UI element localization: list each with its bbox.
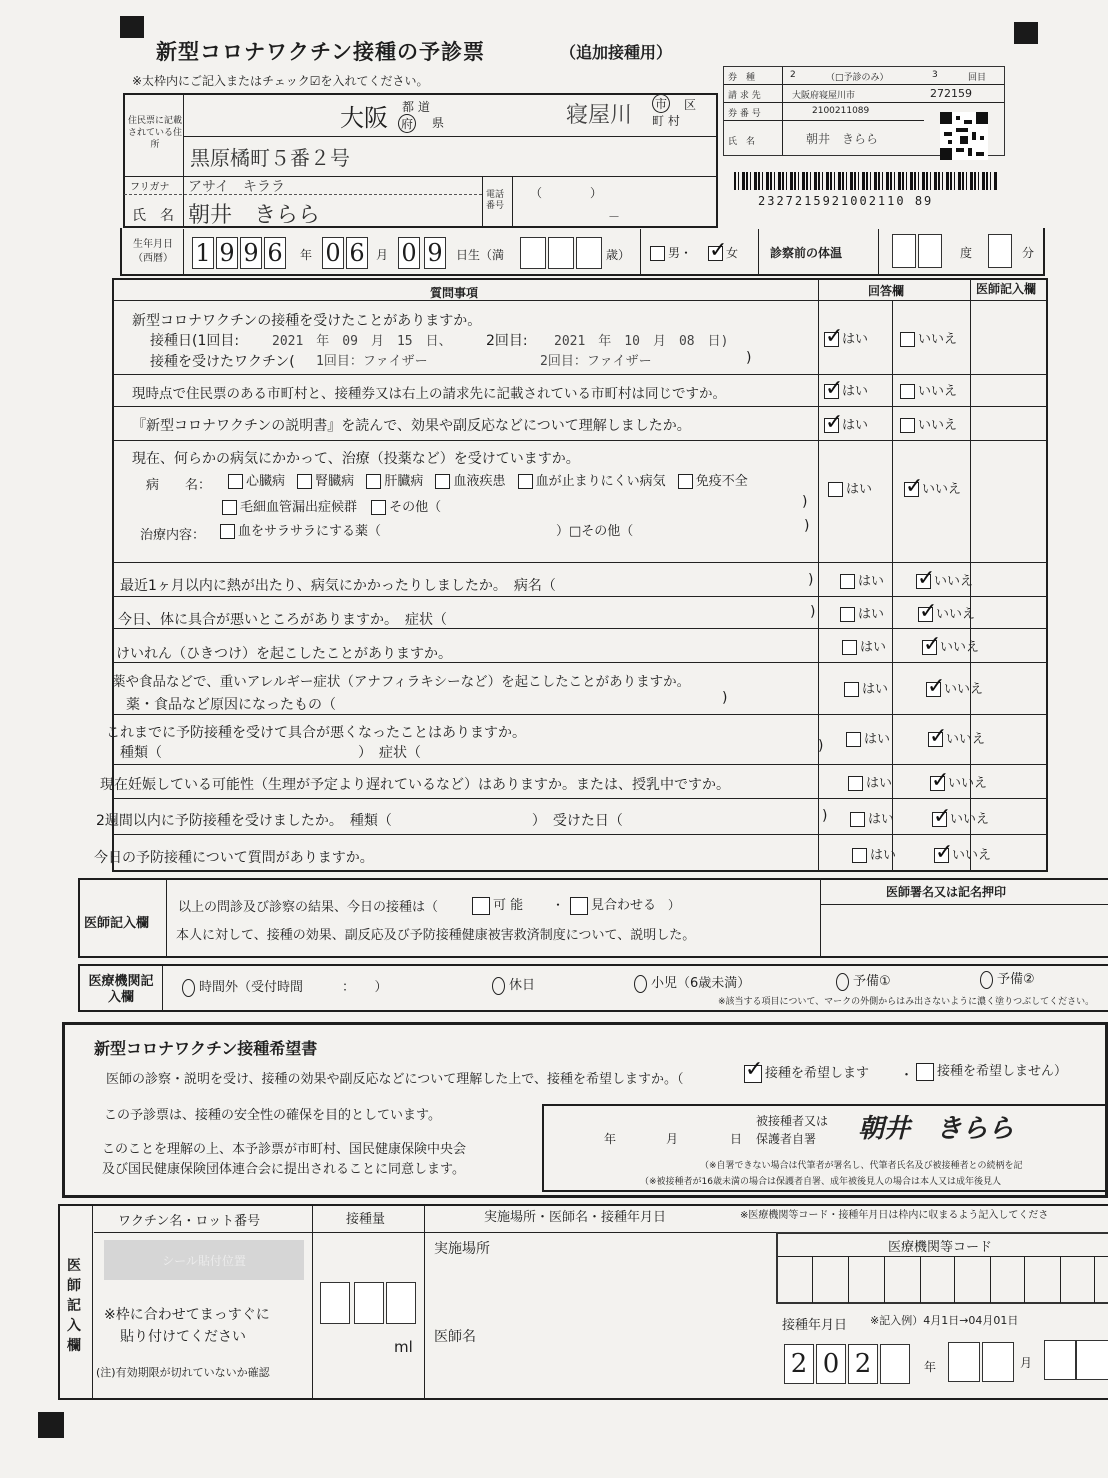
ticket-kind-value: 2 [790, 70, 796, 80]
facility-opt-holiday[interactable]: 休日 [492, 974, 535, 995]
disease-liver[interactable]: 肝臓病 [366, 474, 423, 489]
phone-paren: （ ） [530, 186, 603, 200]
temp-unit-minute: 分 [1022, 246, 1035, 260]
doctor-option-sep: ・ [552, 898, 565, 912]
phone-dash: － [608, 210, 621, 224]
q9b-text: 種類（ ） 症状（ [120, 745, 421, 761]
furigana-label: フリガナ [130, 182, 170, 193]
female-checkbox[interactable] [708, 246, 723, 261]
q1-vaccine1: 1回目：ファイザー [316, 354, 428, 369]
header-doctor: 医師記入欄 [976, 282, 1037, 296]
q4-yes[interactable]: はい [828, 478, 872, 497]
sticker-note-2: 貼り付けてください [120, 1329, 246, 1345]
doctor-ok-checkbox[interactable] [472, 897, 490, 915]
qr-code [940, 112, 988, 160]
birth-day-digit-1[interactable]: 0 [398, 237, 420, 269]
q5-text: 最近1ヶ月以内に熱が出たり、病気にかかったりしましたか。 病名（ [120, 578, 556, 594]
amount-digit-1[interactable] [320, 1282, 350, 1324]
wish-yes-checkbox[interactable] [744, 1065, 762, 1083]
q7-no-checkbox[interactable] [922, 640, 937, 655]
q11-no[interactable]: ✓ いいえ [932, 808, 989, 827]
q9-no[interactable]: ✓ いいえ [928, 728, 985, 747]
address-prefecture: 大阪 [340, 104, 388, 132]
q12-no-checkbox[interactable] [934, 848, 949, 863]
q1-date2: 2021 年 10 月 08 日) [554, 334, 729, 349]
header-question: 質問事項 [430, 286, 479, 300]
disease-other[interactable]: その他（ [371, 500, 441, 515]
doctor-option-ok[interactable]: 可 能 [472, 894, 523, 915]
q7-yes[interactable]: はい [842, 636, 886, 655]
q2-yes-checkbox[interactable] [824, 384, 839, 399]
q4-no-checkbox[interactable] [904, 482, 919, 497]
q1-no[interactable]: いいえ [900, 328, 957, 347]
sex-female-option[interactable] [708, 244, 738, 261]
treat-blood-thinner[interactable]: 血をサラサラにする薬（ [220, 524, 381, 539]
address-label: 住民票に記載されている住所 [128, 116, 183, 150]
registration-mark-top-left [120, 16, 144, 38]
wish-signature[interactable]: 朝井 きらら [858, 1114, 1015, 1144]
amount-digit-3[interactable] [386, 1282, 416, 1324]
q4-treat-other[interactable]: ）□その他（ [556, 524, 634, 539]
phone-label: 電話番号 [486, 190, 505, 211]
age-digit-1[interactable] [520, 237, 546, 269]
doctor-text-2: 本人に対して、接種の効果、副反応及び予防接種健康被害救済制度について、説明した。 [176, 928, 696, 943]
temp-digit-1[interactable] [892, 234, 916, 268]
address-pref-suffix-circled: 府 [398, 114, 416, 133]
q3-no[interactable]: いいえ [900, 414, 957, 433]
birth-day-unit: 日生（満 [456, 248, 505, 262]
age-unit: 歳） [606, 248, 631, 262]
wish-date-month: 月 [666, 1132, 679, 1146]
wish-text-1: 医師の診察・説明を受け、接種の効果や副反応などについて理解した上で、接種を希望しますか。（ [106, 1072, 684, 1087]
facility-label: 医療機関記入欄 [88, 974, 154, 1005]
q8-text: 薬や食品などで、重いアレルギー症状（アナフィラキシーなど）を起こしたことがありますか。 [112, 674, 691, 690]
record-year-unit: 年 [924, 1360, 937, 1374]
wish-sep: ・ [900, 1068, 914, 1083]
age-digit-2[interactable] [548, 237, 574, 269]
q2-no-checkbox[interactable] [900, 384, 915, 399]
wish-title: 新型コロナワクチン接種希望書 [94, 1039, 318, 1058]
registration-mark-top-right [1014, 22, 1038, 44]
birth-year-unit: 年 [300, 248, 313, 262]
q7-no[interactable]: ✓ いいえ [922, 636, 979, 655]
q2-yes[interactable]: ✓ はい [824, 380, 868, 399]
disease-heart[interactable]: 心臓病 [228, 474, 285, 489]
record-month-digit-2[interactable] [982, 1342, 1014, 1382]
q4-disease-list [228, 470, 748, 489]
q10-no-checkbox[interactable] [930, 776, 945, 791]
doctor-section-label: 医師記入欄 [84, 916, 150, 931]
q5-no-checkbox[interactable] [916, 574, 931, 589]
ticket-kind-label: 券 種 [728, 73, 756, 83]
q1-yes-checkbox[interactable] [824, 332, 839, 347]
q10-text: 現在妊娠している可能性（生理が予定より遅れているなど）はありますか。または、授乳中ですか。 [100, 777, 730, 793]
wish-text-4: 及び国民健康保険団体連合会に提出されることに同意します。 [102, 1162, 465, 1177]
q11-yes[interactable]: はい [850, 808, 894, 827]
birth-year-digit-1[interactable]: 1 [192, 237, 214, 269]
address-city-suffix-circled: 市 [652, 94, 670, 113]
q9-text: これまでに予防接種を受けて具合が悪くなったことはありますか。 [106, 725, 526, 741]
q10-no[interactable]: ✓ いいえ [930, 772, 987, 791]
header-answer: 回答欄 [868, 284, 905, 298]
q9-yes[interactable]: はい [846, 728, 890, 747]
doctor-text-1: 以上の問診及び診察の結果、今日の接種は（ [178, 900, 439, 915]
temperature-label: 診察前の体温 [770, 246, 843, 260]
ticket-name-value: 朝井 きらら [806, 132, 879, 146]
q5-yes-checkbox[interactable] [840, 574, 855, 589]
q8-no-checkbox[interactable] [926, 682, 941, 697]
record-col-place: 実施場所・医師名・接種年月日 [484, 1210, 667, 1225]
expiry-note: (注)有効期限が切れていないか確認 [96, 1366, 270, 1379]
age-digit-3[interactable] [576, 237, 602, 269]
ticket-number-value: 2100211089 [812, 106, 870, 116]
q10-yes[interactable]: はい [848, 772, 892, 791]
record-col-amount: 接種量 [346, 1212, 386, 1227]
q6-yes-checkbox[interactable] [840, 607, 855, 622]
address-city-suffix-bottom: 町 村 [652, 114, 680, 128]
wish-date-day: 日 [730, 1132, 743, 1146]
q6-no-checkbox[interactable] [918, 607, 933, 622]
ticket-name-label: 氏 名 [728, 137, 756, 147]
male-label: 男・ [668, 246, 693, 260]
facility-code-label: 医療機関等コード [888, 1240, 993, 1255]
registration-mark-bottom-left [38, 1412, 64, 1438]
sex-male-option[interactable] [650, 244, 692, 261]
q12-yes-checkbox[interactable] [852, 848, 867, 863]
date-example: ※記入例）4月1日→04月01日 [870, 1314, 1019, 1327]
temp-digit-2[interactable] [918, 234, 942, 268]
wish-note-2: （※被接種者が16歳未満の場合は保護者自署、成年被後見人の場合は本人又は成年後見人 [640, 1177, 1001, 1187]
q8b-text: 薬・食品など原因になったもの（ [126, 697, 336, 713]
birth-year-digit-4[interactable]: 6 [264, 237, 286, 269]
female-label: 女 [726, 246, 739, 260]
record-month-digit-1[interactable] [948, 1342, 980, 1382]
disease-immune[interactable]: 免疫不全 [678, 474, 748, 489]
ticket-count-unit: 回目 [968, 73, 987, 83]
wish-yes-option[interactable]: ✓ 接種を希望します [744, 1062, 869, 1083]
address-pref-suffix-bottom: 県 [432, 116, 445, 130]
q1-vaccine-label: 接種を受けたワクチン( [150, 354, 295, 370]
q3-yes-checkbox[interactable] [824, 418, 839, 433]
q4-disease-label: 病 名： [146, 478, 212, 493]
address-city: 寝屋川 [566, 103, 633, 128]
q4-text: 現在、何らかの病気にかかって、治療（投薬など）を受けていますか。 [132, 451, 580, 467]
record-side-label: 医師記入欄 [67, 1258, 81, 1354]
birth-day-digit-2[interactable]: 9 [424, 237, 446, 269]
q2-no[interactable]: いいえ [900, 380, 957, 399]
ticket-count-value: 3 [932, 70, 938, 80]
record-year-digit-1[interactable]: 2 [784, 1344, 814, 1384]
facility-opt-child[interactable]: 小児（6歳未満） [634, 972, 750, 993]
q8-no[interactable]: ✓ いいえ [926, 678, 983, 697]
barcode [734, 172, 998, 190]
q4-treat-label: 治療内容： [140, 528, 206, 543]
q2-text: 現時点で住民票のある市町村と、接種券又は右上の請求先に記載されている市町村は同じですか。 [132, 386, 726, 402]
q7-yes-checkbox[interactable] [842, 640, 857, 655]
place-label: 実施場所 [434, 1241, 490, 1257]
doctor-wait-checkbox[interactable] [570, 897, 588, 915]
wish-signer-label-2: 保護者自署 [756, 1132, 817, 1146]
record-col-note: ※医療機関等コード・接種年月日は枠内に収まるよう記入してくださ [740, 1210, 1049, 1221]
doctor-option-wait[interactable]: 見合わせる [570, 894, 656, 915]
name-label: 氏 名 [132, 208, 174, 224]
q1-dates-label: 接種日(1回目: [150, 333, 240, 349]
sticker-area[interactable]: シール貼付位置 [104, 1240, 304, 1280]
disease-bleeding[interactable]: 血が止まりにくい病気 [518, 474, 666, 489]
disease-kidney[interactable]: 腎臓病 [297, 474, 354, 489]
q9-yes-checkbox[interactable] [846, 732, 861, 747]
q11-no-checkbox[interactable] [932, 812, 947, 827]
q4-treat-options [220, 520, 381, 539]
birth-year-digit-2[interactable]: 9 [216, 237, 238, 269]
temp-digit-3[interactable] [988, 234, 1012, 268]
q6-text: 今日、体に具合が悪いところがありますか。 症状（ [118, 612, 447, 628]
q12-text: 今日の予防接種について質問がありますか。 [94, 850, 374, 866]
q11-text: 2週間以内に予防接種を受けましたか。 種類（ ） 受けた日（ [96, 813, 623, 829]
record-day-digit-1[interactable] [1044, 1340, 1076, 1380]
address-pref-suffix-top: 都 道 [402, 100, 430, 114]
q12-yes[interactable]: はい [852, 844, 896, 863]
q4-no[interactable]: ✓ いいえ [904, 478, 961, 497]
wish-date-year: 年 [604, 1132, 617, 1146]
q1-vaccine2: 2回目：ファイザー [540, 354, 652, 369]
record-year-digit-4[interactable] [880, 1344, 910, 1384]
q8-yes[interactable]: はい [844, 678, 888, 697]
birth-month-digit-1[interactable]: 0 [322, 237, 344, 269]
wish-text-2: この予診票は、接種の安全性の確保を目的としています。 [104, 1108, 441, 1123]
q1-date1: 2021 年 09 月 15 日、 [272, 334, 452, 349]
form-title: 新型コロナワクチン接種の予診票 [156, 40, 485, 64]
amount-digit-2[interactable] [354, 1282, 384, 1324]
q10-yes-checkbox[interactable] [848, 776, 863, 791]
q11-yes-checkbox[interactable] [850, 812, 865, 827]
ticket-number-label: 券 番 号 [728, 109, 761, 119]
facility-opt-spare2[interactable]: 予備② [980, 968, 1035, 989]
doctor-option-close: ） [668, 898, 681, 912]
wish-no-option[interactable]: 接種を希望しません） [916, 1060, 1067, 1081]
q6-yes[interactable]: はい [840, 603, 884, 622]
q5-no[interactable]: ✓ いいえ [916, 570, 973, 589]
barcode-number: 2327215921002110 89 [758, 194, 934, 208]
record-month-unit: 月 [1020, 1356, 1033, 1370]
record-year-digit-2[interactable]: 0 [816, 1344, 846, 1384]
q4-disease-list-2 [222, 496, 441, 515]
disease-capillary[interactable]: 毛細血管漏出症候群 [222, 500, 357, 515]
doctor-name-label: 医師名 [434, 1329, 476, 1345]
disease-blood[interactable]: 血液疾患 [435, 474, 505, 489]
record-col-vaccine: ワクチン名・ロット番号 [118, 1214, 261, 1229]
ticket-kind-note: （□予診のみ） [826, 73, 889, 83]
sticker-note-1: ※枠に合わせてまっすぐに [104, 1307, 270, 1323]
male-checkbox[interactable] [650, 246, 665, 261]
date-label: 接種年月日 [782, 1318, 848, 1333]
wish-signer-label-1: 被接種者又は [756, 1114, 829, 1128]
q5-yes[interactable]: はい [840, 570, 884, 589]
q3-text: 『新型コロナワクチンの説明書』を読んで、効果や副反応などについて理解しましたか。 [132, 418, 691, 434]
form-subtitle: （追加接種用） [560, 43, 673, 62]
q8-yes-checkbox[interactable] [844, 682, 859, 697]
q9-no-checkbox[interactable] [928, 732, 943, 747]
facility-opt-afterhours[interactable]: 時間外（受付時間 ： ） [182, 976, 388, 997]
birth-label: 生年月日（西暦） [133, 239, 173, 264]
facility-note: ※該当する項目について、マークの外側からはみ出さないように濃く塗りつぶしてください。 [718, 997, 1095, 1007]
wish-note-1: （※自署できない場合は代筆者が署名し、代筆者氏名及び被接種者との続柄を記 [700, 1161, 1023, 1171]
q3-yes[interactable]: ✓ はい [824, 414, 868, 433]
q4-yes-checkbox[interactable] [828, 482, 843, 497]
birth-year-digit-3[interactable]: 9 [240, 237, 262, 269]
wish-no-checkbox[interactable] [916, 1063, 934, 1081]
name-value: 朝井 きらら [188, 203, 321, 228]
ticket-claim-code: 272159 [930, 87, 972, 100]
q6-no[interactable]: ✓ いいえ [918, 603, 975, 622]
furigana-value: アサイ キララ [188, 179, 286, 195]
q1-yes[interactable]: ✓はい [824, 328, 868, 347]
wish-text-3: このことを理解の上、本予診票が市町村、国民健康保険中央会 [102, 1142, 467, 1157]
address-city-suffix-top: 区 [684, 98, 697, 112]
form-instruction: ※太枠内にご記入またはチェック☑を入れてください。 [132, 74, 429, 88]
q1-text: 新型コロナワクチンの接種を受けたことがありますか。 [132, 313, 482, 329]
ticket-claim-value: 大阪府寝屋川市 [792, 91, 856, 101]
birth-month-digit-2[interactable]: 6 [346, 237, 368, 269]
address-street: 黒原橘町５番２号 [190, 146, 350, 170]
temp-unit-degree: 度 [960, 246, 973, 260]
q3-no-checkbox[interactable] [900, 418, 915, 433]
doctor-sign-area[interactable] [824, 908, 1104, 952]
q12-no[interactable]: ✓ いいえ [934, 844, 991, 863]
q1-dates-label2: 2回目: [486, 333, 528, 349]
record-day-digit-2[interactable] [1076, 1340, 1108, 1380]
amount-unit: ml [394, 1338, 413, 1356]
facility-opt-spare1[interactable]: 予備① [836, 970, 891, 991]
record-year-digit-3[interactable]: 2 [848, 1344, 878, 1384]
q1-no-checkbox[interactable] [900, 332, 915, 347]
doctor-sign-label: 医師署名又は記名押印 [886, 885, 1007, 899]
q7-text: けいれん（ひきつけ）を起こしたことがありますか。 [116, 646, 452, 662]
birth-month-unit: 月 [376, 248, 389, 262]
ticket-claim-label: 請 求 先 [728, 91, 761, 101]
